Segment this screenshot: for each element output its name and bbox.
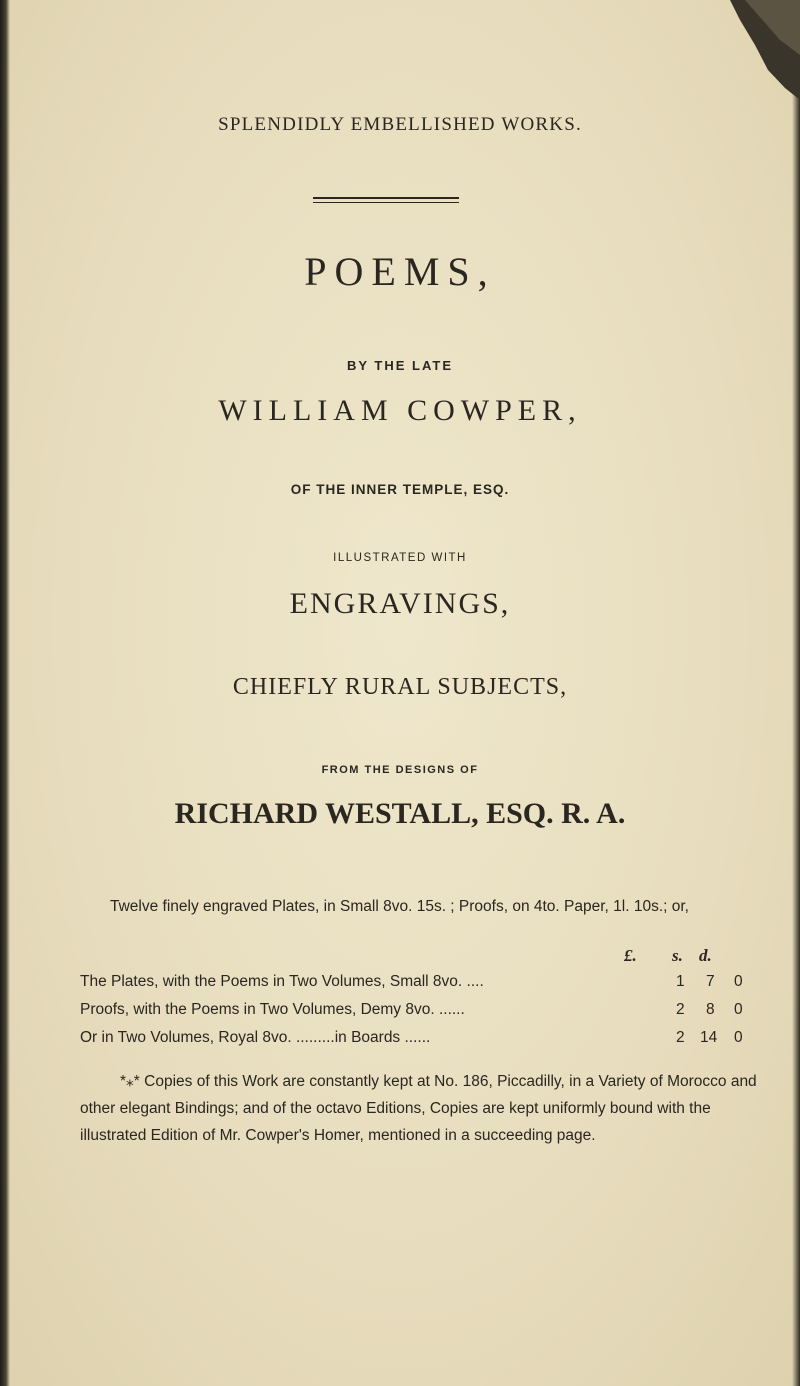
- author-name: WILLIAM COWPER,: [218, 394, 582, 427]
- price-row-amount: [676, 973, 762, 997]
- currency-shillings: s.: [672, 946, 683, 965]
- price-row-amount: [676, 1029, 762, 1053]
- rural-subjects: CHIEFLY RURAL SUBJECTS,: [232, 674, 568, 700]
- currency-pence: d.: [699, 946, 712, 965]
- currency-pounds: £.: [624, 946, 637, 965]
- price-shillings: 8: [706, 1001, 715, 1018]
- price-shillings: 7: [706, 973, 715, 990]
- author-affiliation: OF THE INNER TEMPLE, ESQ.: [290, 482, 510, 497]
- price-row-description: Or in Two Volumes, Royal 8vo. .........in Boards ......: [80, 1029, 431, 1046]
- double-rule-top: [313, 197, 459, 199]
- note-marker: *⁎*: [120, 1073, 140, 1090]
- note-text: Copies of this Work are constantly kept at No. 186, Piccadilly, in a Variety of Morocco and other elegant Bindings; and of the octavo Editions, Copies are kept uniformly bound with the illustrated Edition of Mr. Cowper's Homer, mentioned in a succeeding page.: [80, 1073, 757, 1144]
- copies-note: [80, 1068, 760, 1149]
- price-row: [80, 973, 760, 997]
- page-header: SPLENDIDLY EMBELLISHED WORKS.: [218, 114, 582, 135]
- pricing-intro: Twelve finely engraved Plates, in Small 8vo. 15s. ; Proofs, on 4to. Paper, 1l. 10s.; or,: [110, 898, 689, 915]
- price-pounds: 2: [676, 1001, 685, 1018]
- double-rule-bottom: [313, 202, 459, 203]
- price-pounds: 2: [676, 1029, 685, 1046]
- byline: BY THE LATE: [346, 358, 454, 373]
- torn-corner: [690, 0, 800, 100]
- price-pence: 0: [734, 1029, 743, 1046]
- designs-of: FROM THE DESIGNS OF: [321, 764, 479, 776]
- price-row-description: The Plates, with the Poems in Two Volumes, Small 8vo. ....: [80, 973, 484, 990]
- price-pounds: 1: [676, 973, 685, 990]
- engravings-heading: ENGRAVINGS,: [289, 587, 511, 620]
- price-row: [80, 1029, 760, 1053]
- price-shillings: 14: [700, 1029, 718, 1046]
- book-title: POEMS,: [304, 249, 496, 294]
- price-row-amount: [676, 1001, 762, 1025]
- illustrated-with: ILLUSTRATED WITH: [333, 552, 467, 564]
- price-pence: 0: [734, 1001, 743, 1018]
- price-pence: 0: [734, 973, 743, 990]
- artist-name: RICHARD WESTALL, ESQ. R. A.: [174, 797, 626, 830]
- price-row-description: Proofs, with the Poems in Two Volumes, Demy 8vo. ......: [80, 1001, 465, 1018]
- price-row: [80, 1001, 760, 1025]
